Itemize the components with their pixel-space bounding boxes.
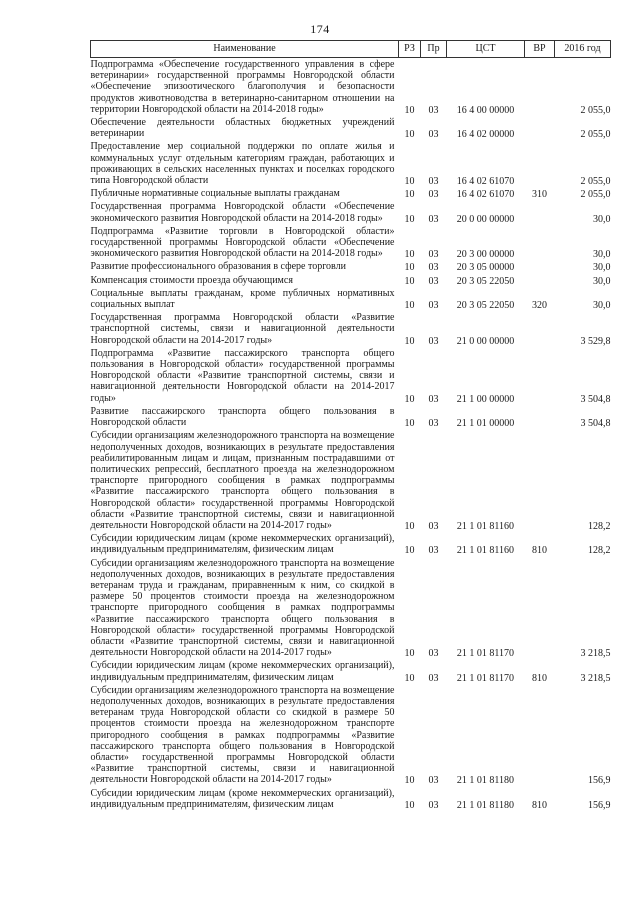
row-sum: 2 055,0 (580, 176, 611, 188)
row-pr: 03 (428, 393, 439, 405)
row-pr: 03 (428, 262, 439, 274)
table-row (91, 187, 611, 200)
table-row (91, 311, 611, 347)
row-cst: 20 3 05 22050 (456, 275, 515, 287)
table-row (91, 200, 611, 224)
header-cst: ЦСТ (447, 41, 525, 58)
row-vr: 320 (532, 300, 547, 312)
row-pr: 03 (428, 249, 439, 261)
row-pr: 03 (428, 672, 439, 684)
row-rz: 10 (404, 129, 415, 141)
row-pr: 03 (428, 648, 439, 660)
row-pr: 03 (428, 418, 439, 430)
row-cst: 20 3 05 00000 (456, 262, 515, 274)
header-sum: 2016 год (555, 41, 611, 58)
row-sum: 30,0 (593, 300, 611, 312)
row-cst: 20 0 00 00000 (456, 213, 515, 225)
row-name: Субсидии юридическим лицам (кроме некоммерческих организаций), индивидуальным предпринимателям, физическим лицам (90, 660, 395, 683)
row-vr (525, 274, 555, 287)
row-pr: 03 (428, 189, 439, 201)
row-vr (525, 405, 555, 429)
row-vr: 810 (532, 545, 547, 557)
row-name: Развитие профессионального образования в сфере торговли (90, 261, 346, 273)
row-name: Обеспечение деятельности областных бюджетных учреждений ветеринарии (90, 117, 395, 140)
row-pr: 03 (428, 545, 439, 557)
row-rz: 10 (404, 104, 415, 116)
row-vr (525, 58, 555, 117)
row-vr (525, 260, 555, 273)
row-vr (525, 200, 555, 224)
row-vr (525, 225, 555, 261)
table-row (91, 405, 611, 429)
row-sum: 30,0 (593, 213, 611, 225)
page-number: 174 (310, 22, 330, 36)
row-vr (525, 347, 555, 405)
table-row (91, 557, 611, 660)
row-pr: 03 (428, 300, 439, 312)
row-cst: 21 1 01 81170 (456, 648, 515, 660)
row-cst: 16 4 02 61070 (456, 176, 515, 188)
row-vr (525, 311, 555, 347)
row-pr: 03 (428, 775, 439, 787)
row-pr: 03 (428, 520, 439, 532)
header-vr: ВР (525, 41, 555, 58)
row-sum: 3 529,8 (580, 335, 611, 347)
row-name: Развитие пассажирского транспорта общего пользования в Новгородской области (90, 405, 395, 429)
row-cst: 16 4 00 00000 (456, 104, 515, 116)
row-name: Подпрограмма «Развитие пассажирского транспорта общего пользования в Новгородской области» государственной программы Новгородской области «Развитие транспортной системы, связи и навигационной деятельности Новгородской области на 2014-2017 годы» (90, 347, 395, 404)
table-row (91, 532, 611, 556)
row-pr: 03 (428, 176, 439, 188)
row-name: Субсидии юридическим лицам (кроме некоммерческих организаций), индивидуальным предпринимателям, физическим лицам (90, 533, 395, 556)
table-row (91, 260, 611, 273)
row-rz: 10 (404, 648, 415, 660)
header-row (91, 41, 611, 58)
row-sum: 156,9 (588, 799, 611, 811)
row-rz: 10 (404, 213, 415, 225)
row-pr: 03 (428, 129, 439, 141)
row-rz: 10 (404, 799, 415, 811)
row-vr (525, 557, 555, 660)
row-cst: 21 1 01 81160 (456, 520, 515, 532)
row-pr: 03 (428, 335, 439, 347)
row-cst: 21 0 00 00000 (456, 335, 515, 347)
row-name: Государственная программа Новгородской области «Обеспечение экономического развития Новгородской области на 2014-2018 годы» (90, 201, 395, 224)
row-rz: 10 (404, 672, 415, 684)
row-name: Субсидии организациям железнодорожного транспорта на возмещение недополученных доходов, возникающих в результате предоставления реабилитированным лицам и лицам, признанным пострадавшими от политических репрессий, бесплатного проезда на железнодорожном транспорте пригородного сообщения в рамках подпрограммы «Развитие пассажирского транспорта общего пользования в Новгородской области» государственной программы Новгородской области «Развитие транспортной системы, связи и навигационной деятельности Новгородской области на 2014-2017 годы» (90, 430, 395, 531)
row-rz: 10 (404, 418, 415, 430)
row-sum: 30,0 (593, 249, 611, 261)
row-sum: 30,0 (593, 262, 611, 274)
row-pr: 03 (428, 213, 439, 225)
row-vr (525, 429, 555, 532)
row-rz: 10 (404, 249, 415, 261)
table-row (91, 787, 611, 811)
table-row (91, 58, 611, 117)
row-cst: 21 1 01 81180 (456, 799, 515, 811)
header-name: Наименование (91, 41, 399, 58)
row-name: Государственная программа Новгородской области «Развитие транспортной системы, связи и навигационной деятельности Новгородской области на 2014-2017 годы» (90, 312, 395, 346)
row-sum: 2 055,0 (580, 189, 611, 201)
row-cst: 16 4 02 61070 (456, 189, 515, 201)
row-rz: 10 (404, 335, 415, 347)
row-cst: 16 4 02 00000 (456, 129, 515, 141)
row-cst: 21 1 00 00000 (456, 393, 515, 405)
row-cst: 20 3 00 00000 (456, 249, 515, 261)
row-vr: 310 (532, 189, 547, 201)
budget-table (90, 40, 611, 811)
row-name: Публичные нормативные социальные выплаты гражданам (90, 188, 340, 200)
row-name: Предоставление мер социальной поддержки по оплате жилья и коммунальных услуг отдельным категориям граждан, работающих и проживающих в сельских населенных пунктах и поселках городского типа Новгородской области (90, 141, 395, 187)
row-sum: 3 218,5 (580, 672, 611, 684)
row-vr (525, 140, 555, 187)
row-sum: 3 504,8 (580, 393, 611, 405)
row-name: Субсидии организациям железнодорожного транспорта на возмещение недополученных доходов, возникающих в результате предоставления ветеранам труда Новгородской области со скидкой в размере 50 процентов стоимости проезда на железнодорожном транспорте пригородного сообщения в рамках подпрограммы «Развитие пассажирского транспорта общего пользования в Новгородской области» государственной программы Новгородской области «Развитие транспортной системы, связи и навигационной деятельности Новгородской области на 2014-2017 годы» (90, 684, 395, 786)
row-name: Субсидии организациям железнодорожного транспорта на возмещение недополученных доходов, возникающих в результате предоставления ветеранам труда и гражданам, приравненным к ним, со скидкой в размере 50 процентов стоимости проезда на железнодорожном транспорте пригородного сообщения в рамках подпрограммы «Развитие пассажирского транспорта общего пользования в Новгородской области» государственной программы Новгородской области «Развитие транспортной системы, связи и навигационной деятельности Новгородской области на 2014-2017 годы» (90, 557, 395, 659)
row-cst: 21 1 01 81160 (456, 545, 515, 557)
row-rz: 10 (404, 520, 415, 532)
row-cst: 21 1 01 81180 (456, 775, 515, 787)
table-row (91, 684, 611, 787)
header-rz: РЗ (399, 41, 421, 58)
row-vr (525, 684, 555, 787)
row-sum: 156,9 (588, 775, 611, 787)
row-vr: 810 (532, 672, 547, 684)
row-sum: 30,0 (593, 275, 611, 287)
row-sum: 3 218,5 (580, 648, 611, 660)
row-pr: 03 (428, 275, 439, 287)
row-pr: 03 (428, 104, 439, 116)
row-sum: 128,2 (588, 545, 611, 557)
row-rz: 10 (404, 176, 415, 188)
row-sum: 128,2 (588, 520, 611, 532)
row-rz: 10 (404, 545, 415, 557)
row-cst: 21 1 01 00000 (456, 418, 515, 430)
row-vr: 810 (532, 799, 547, 811)
row-sum: 2 055,0 (580, 129, 611, 141)
row-sum: 3 504,8 (580, 418, 611, 430)
table-row (91, 347, 611, 405)
header-pr: Пр (421, 41, 447, 58)
row-rz: 10 (404, 393, 415, 405)
row-rz: 10 (404, 300, 415, 312)
table-row (91, 225, 611, 261)
table-row (91, 274, 611, 287)
row-rz: 10 (404, 262, 415, 274)
row-rz: 10 (404, 189, 415, 201)
table-row (91, 116, 611, 140)
row-name: Субсидии юридическим лицам (кроме некоммерческих организаций), индивидуальным предпринимателям, физическим лицам (90, 787, 395, 810)
table-row (91, 429, 611, 532)
row-vr (525, 116, 555, 140)
table-row (91, 659, 611, 683)
row-rz: 10 (404, 275, 415, 287)
row-name: Социальные выплаты гражданам, кроме публичных нормативных социальных выплат (90, 287, 395, 311)
row-sum: 2 055,0 (580, 104, 611, 116)
table-row (91, 140, 611, 187)
row-name: Подпрограмма «Обеспечение государственного управления в сфере ветеринарии» государственной программы Новгородской области «Обеспечение эпизоотического благополучия и безопасности продуктов животноводства в ветеринарно-санитарном отношении на территории Новгородской области на 2014-2018 годы» (90, 59, 395, 115)
row-cst: 21 1 01 81170 (456, 672, 515, 684)
row-cst: 20 3 05 22050 (456, 300, 515, 312)
table-row (91, 287, 611, 311)
row-name: Компенсация стоимости проезда обучающимся (90, 274, 293, 286)
row-rz: 10 (404, 775, 415, 787)
row-name: Подпрограмма «Развитие торговли в Новгородской области» государственной программы Новгородской области «Обеспечение экономического развития Новгородской области на 2014-2018 годы» (90, 225, 395, 260)
row-pr: 03 (428, 799, 439, 811)
